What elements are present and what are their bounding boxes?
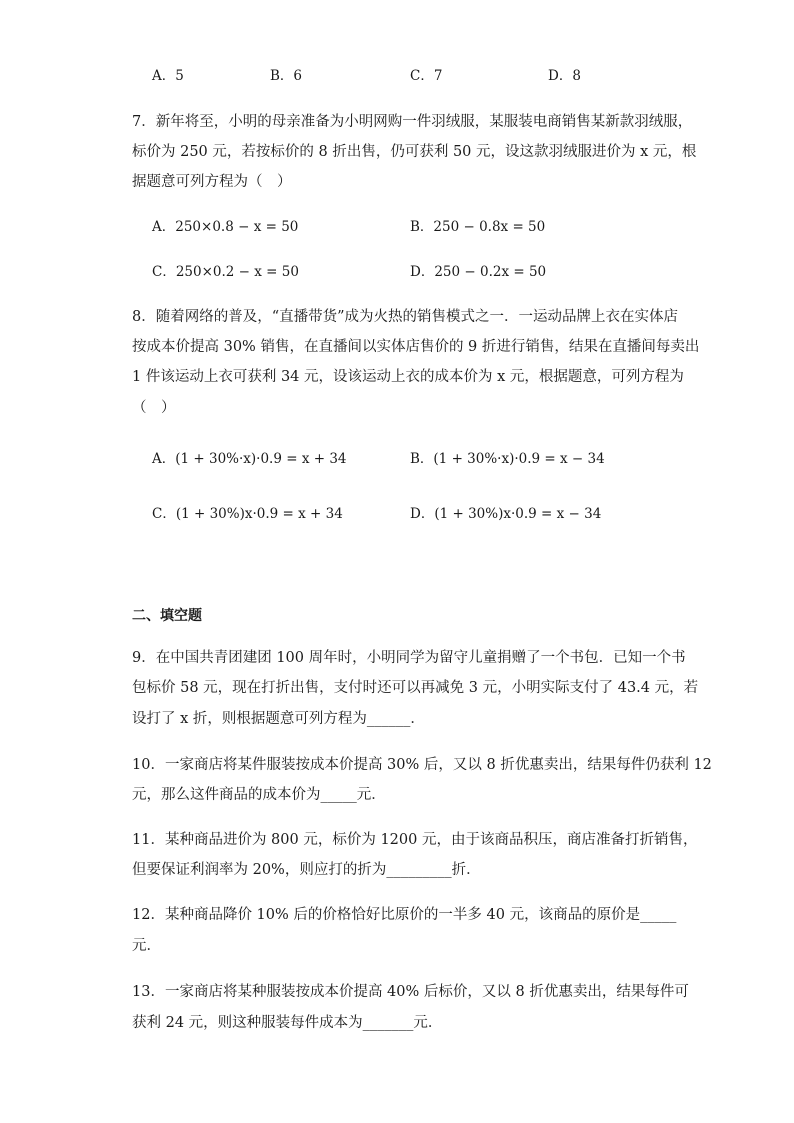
q8-option-d: D．(1 + 30%)x·0.9 = x − 34	[410, 506, 602, 522]
q6-option-b: B．6	[270, 68, 303, 84]
q10-stem-line-1: 10．一家商店将某件服装按成本价提高 30% 后，又以 8 折优惠卖出，结果每件仍获利 12	[132, 757, 712, 773]
q7-stem-line-3: 据题意可列方程为（ ）	[132, 174, 292, 190]
q8-option-a: A．(1 + 30%·x)·0.9 = x + 34	[152, 451, 347, 467]
q7-option-d: D．250 − 0.2x = 50	[410, 264, 547, 280]
q9-stem-line-3: 设打了 x 折，则根据题意可列方程为______．	[132, 711, 425, 727]
q6-option-c: C．7	[410, 68, 443, 84]
q8-stem-line-2: 按成本价提高 30% 销售，在直播间以实体店售价的 9 折进行销售，结果在直播间每卖出	[132, 339, 700, 355]
q7-stem-line-1: 7．新年将至，小明的母亲准备为小明网购一件羽绒服，某服装电商销售某新款羽绒服，	[132, 114, 693, 130]
q8-option-b: B．(1 + 30%·x)·0.9 = x − 34	[410, 451, 605, 467]
q8-option-c: C．(1 + 30%)x·0.9 = x + 34	[152, 506, 343, 522]
q11-stem-line-2: 但要保证利润率为 20%，则应打的折为_________折．	[132, 862, 481, 878]
q8-stem-line-1: 8．随着网络的普及，“直播带货”成为火热的销售模式之一．一运动品牌上衣在实体店	[132, 309, 679, 325]
q9-stem-line-2: 包标价 58 元，现在打折出售，支付时还可以再减免 3 元，小明实际支付了 43.4 元，若	[132, 680, 699, 696]
q8-stem-line-3: 1 件该运动上衣可获利 34 元，设该运动上衣的成本价为 x 元，根据题意，可列方程为	[132, 369, 684, 385]
section-title-fill-in: 二、填空题	[132, 608, 202, 624]
q8-stem-line-4: （ ）	[132, 400, 176, 416]
q7-option-c: C．250×0.2 − x = 50	[152, 264, 299, 280]
q11-stem-line-1: 11．某种商品进价为 800 元，标价为 1200 元，由于该商品积压，商店准备打折销售，	[132, 832, 698, 848]
q13-stem-line-2: 获利 24 元，则这种服装每件成本为_______元．	[132, 1015, 443, 1031]
q7-stem-line-2: 标价为 250 元，若按标价的 8 折出售，仍可获利 50 元，设这款羽绒服进价为 x 元，根	[132, 144, 697, 160]
q6-option-a: A．5	[152, 68, 184, 84]
q7-option-a: A．250×0.8 − x = 50	[152, 219, 299, 235]
q12-stem-line-2: 元．	[132, 938, 161, 954]
q13-stem-line-1: 13．一家商店将某种服装按成本价提高 40% 后标价，又以 8 折优惠卖出，结果每件可	[132, 984, 689, 1000]
q6-option-d: D．8	[548, 68, 581, 84]
q7-option-b: B．250 − 0.8x = 50	[410, 219, 546, 235]
q10-stem-line-2: 元，那么这件商品的成本价为_____元．	[132, 787, 386, 803]
q9-stem-line-1: 9．在中国共青团建团 100 周年时，小明同学为留守儿童捐赠了一个书包．已知一个书	[132, 650, 686, 666]
q12-stem-line-1: 12．某种商品降价 10% 后的价格恰好比原价的一半多 40 元，该商品的原价是_____	[132, 907, 677, 923]
